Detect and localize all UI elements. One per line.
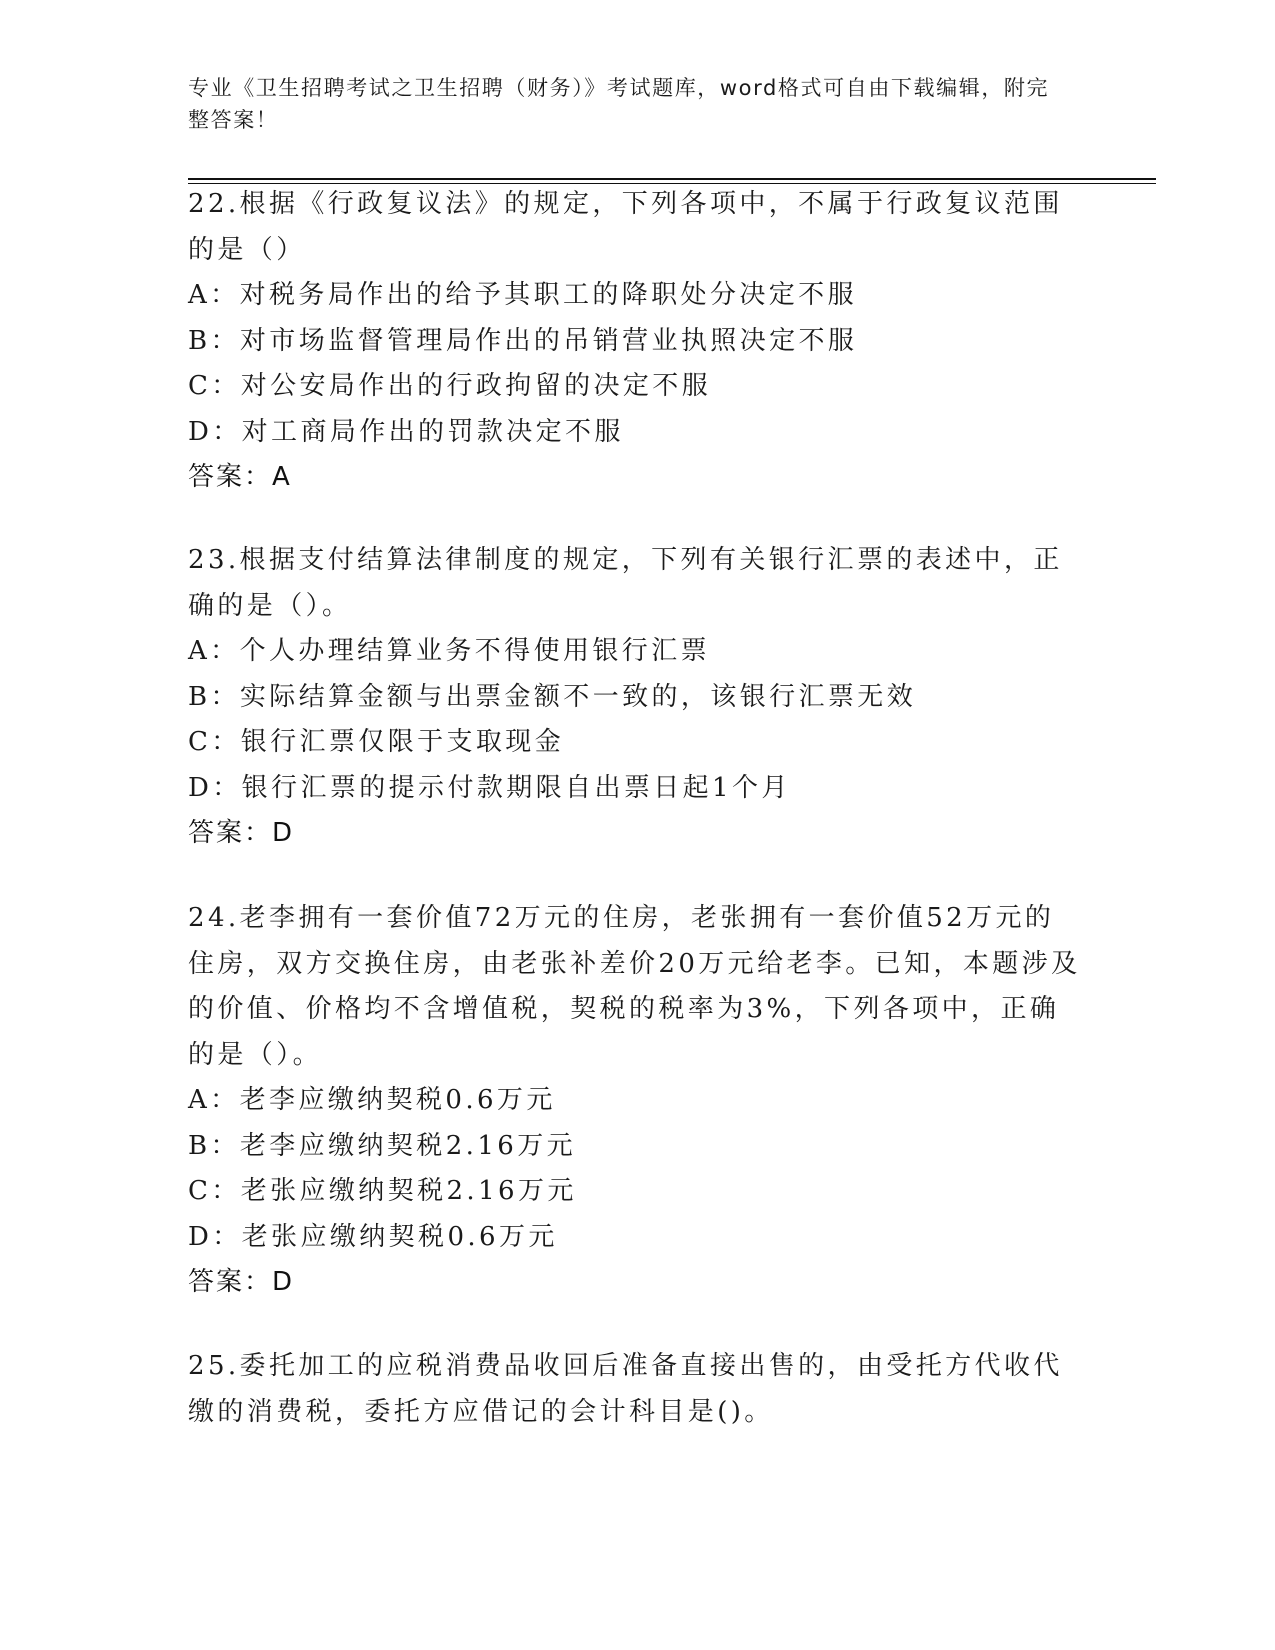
option-a: A：对税务局作出的给予其职工的降职处分决定不服 bbox=[188, 280, 857, 310]
document-header: 专业《卫生招聘考试之卫生招聘（财务）》考试题库，word格式可自由下载编辑，附完整答案！ bbox=[188, 76, 1050, 132]
question-25 bbox=[188, 1344, 1083, 1435]
option-c: C：对公安局作出的行政拘留的决定不服 bbox=[188, 371, 712, 401]
question-stem: 24.老李拥有一套价值72万元的住房，老张拥有一套价值52万元的住房，双方交换住房，由老张补差价20万元给老李。已知，本题涉及的价值、价格均不含增值税，契税的税率为3%，下列各项中，正确的是（）。 bbox=[188, 903, 1081, 1070]
question-stem: 22.根据《行政复议法》的规定，下列各项中，不属于行政复议范围的是（） bbox=[188, 189, 1063, 265]
option-b: B：实际结算金额与出票金额不一致的，该银行汇票无效 bbox=[188, 681, 917, 712]
option-c: C：银行汇票仅限于支取现金 bbox=[188, 727, 565, 757]
option-c: C：老张应缴纳契税2.16万元 bbox=[188, 1176, 577, 1206]
header-rule-thick bbox=[188, 178, 1156, 180]
option-d: D：银行汇票的提示付款期限自出票日起1个月 bbox=[188, 772, 791, 803]
option-d: D：老张应缴纳契税0.6万元 bbox=[188, 1221, 558, 1252]
question-24 bbox=[188, 896, 1083, 1306]
option-a: A：个人办理结算业务不得使用银行汇票 bbox=[188, 636, 710, 666]
question-23 bbox=[188, 538, 1083, 857]
question-stem: 23.根据支付结算法律制度的规定，下列有关银行汇票的表述中，正确的是（）。 bbox=[188, 545, 1063, 621]
question-stem: 25.委托加工的应税消费品收回后准备直接出售的，由受托方代收代缴的消费税，委托方应借记的会计科目是()。 bbox=[188, 1351, 1063, 1427]
option-a: A：老李应缴纳契税0.6万元 bbox=[188, 1085, 556, 1115]
answer: 答案：A bbox=[188, 462, 292, 492]
option-b: B：老李应缴纳契税2.16万元 bbox=[188, 1130, 576, 1161]
answer: 答案：D bbox=[188, 1267, 295, 1297]
answer: 答案：D bbox=[188, 818, 295, 848]
question-22 bbox=[188, 182, 1083, 501]
option-b: B：对市场监督管理局作出的吊销营业执照决定不服 bbox=[188, 325, 858, 356]
option-d: D：对工商局作出的罚款决定不服 bbox=[188, 416, 624, 447]
